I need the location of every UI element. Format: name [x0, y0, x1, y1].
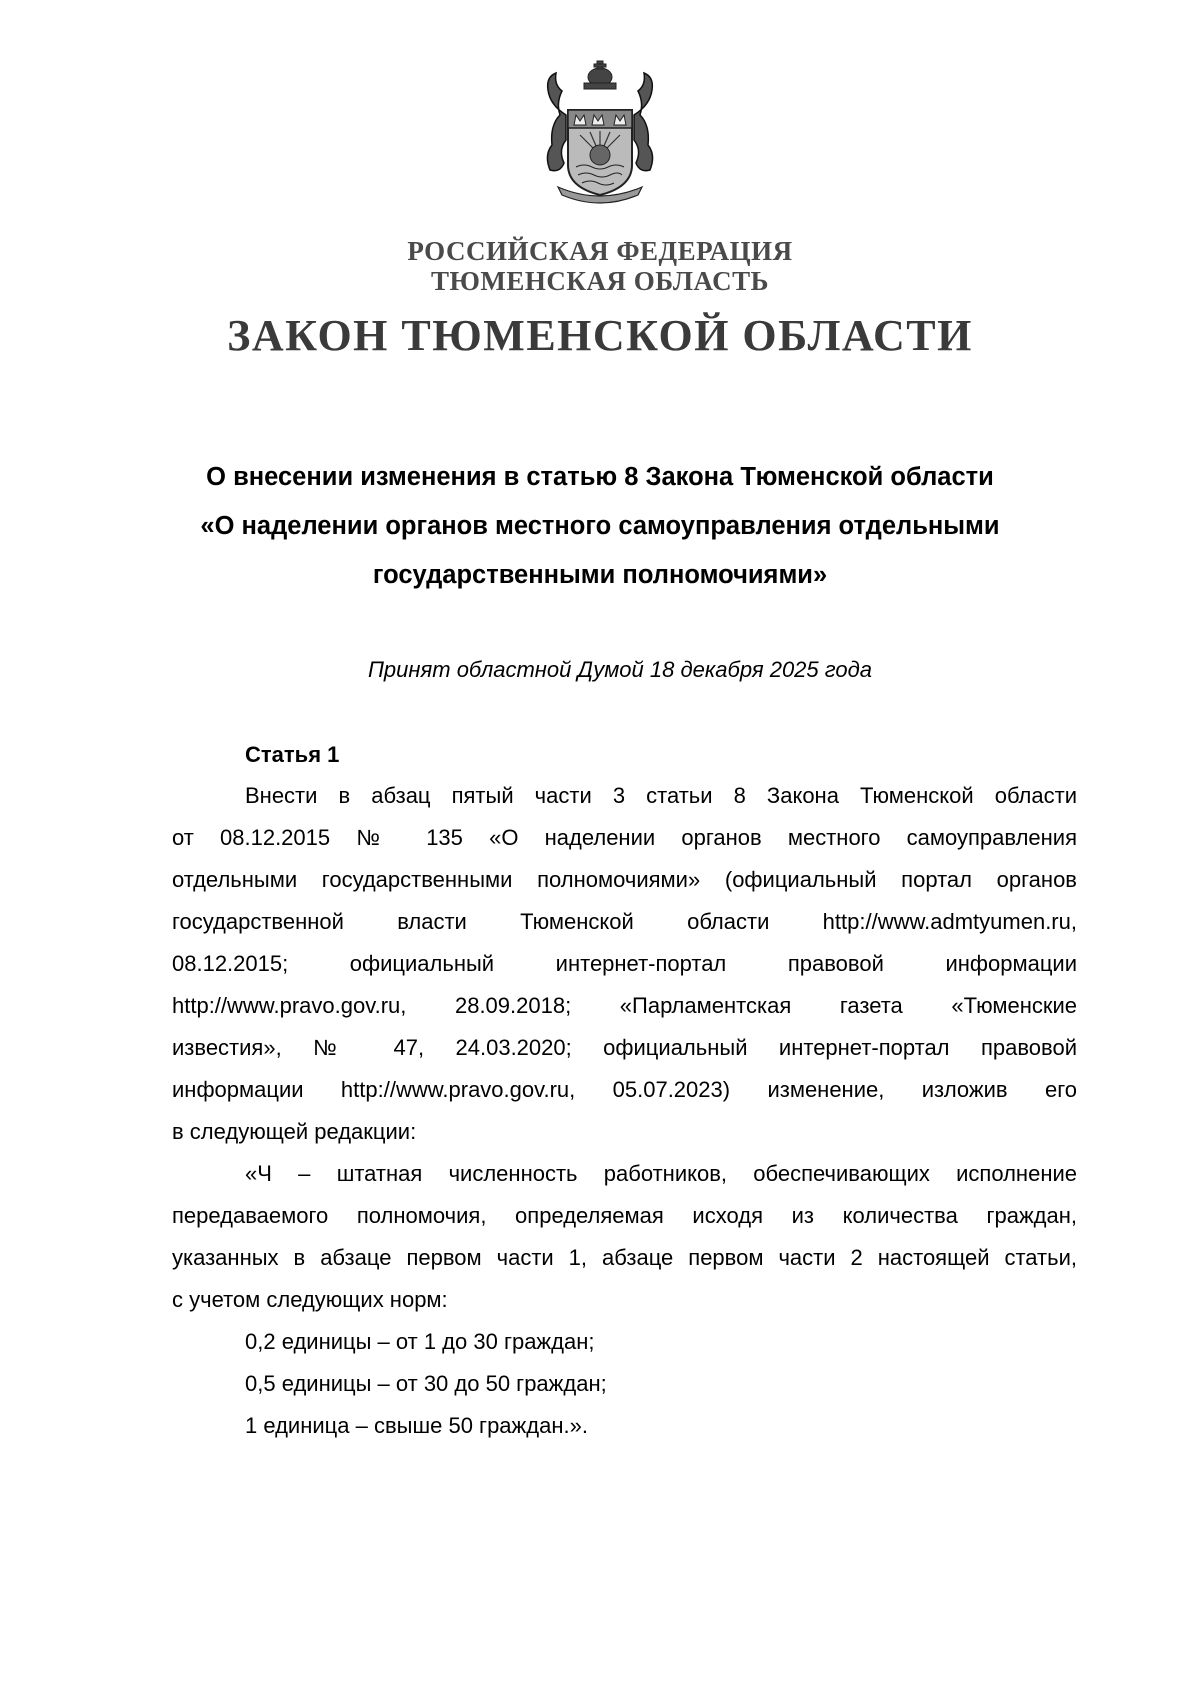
coat-of-arms-icon — [520, 55, 680, 205]
norm-item: 0,5 единицы – от 30 до 50 граждан; — [245, 1371, 607, 1396]
article-text-line: с учетом следующих норм: — [172, 1287, 448, 1312]
article-text-line: 08.12.2015; официальный интернет-портал правовой информации — [172, 951, 1077, 976]
article-text-line: от 08.12.2015 № 135 «О наделении органов местного самоуправления — [172, 825, 1077, 850]
norm-item: 1 единица – свыше 50 граждан.». — [245, 1413, 588, 1438]
header-country: РОССИЙСКАЯ ФЕДЕРАЦИЯ — [407, 236, 793, 266]
law-title-line-3: государственными полномочиями» — [372, 561, 828, 589]
article-text-line: в следующей редакции: — [172, 1119, 417, 1144]
header-law-type: ЗАКОН ТЮМЕНСКОЙ ОБЛАСТИ — [227, 311, 973, 360]
article-text-line: «Ч – штатная численность работников, обеспечивающих исполнение — [245, 1161, 1077, 1186]
header-region: ТЮМЕНСКАЯ ОБЛАСТЬ — [430, 266, 770, 296]
norm-item: 0,2 единицы – от 1 до 30 граждан; — [245, 1329, 595, 1354]
law-title-line-1: О внесении изменения в статью 8 Закона Тюменской области — [206, 463, 994, 491]
law-title-line-2: «О наделении органов местного самоуправления отдельными — [200, 512, 1000, 540]
article-text-line: указанных в абзаце первом части 1, абзаце первом части 2 настоящей статьи, — [172, 1245, 1077, 1270]
article-text-line: отдельными государственными полномочиями» (официальный портал органов — [172, 867, 1077, 892]
article-text-line: информации http://www.pravo.gov.ru, 05.07.2023) изменение, изложив его — [172, 1077, 1077, 1102]
article-text-line: передаваемого полномочия, определяемая исходя из количества граждан, — [172, 1203, 1077, 1228]
article-text-line: Внести в абзац пятый части 3 статьи 8 Закона Тюменской области — [245, 783, 1077, 808]
article-heading: Статья 1 — [245, 742, 340, 767]
article-text-line: государственной власти Тюменской области http://www.admtyumen.ru, — [172, 909, 1077, 934]
article-text-line: известия», № 47, 24.03.2020; официальный интернет-портал правовой — [172, 1035, 1077, 1060]
article-text-line: http://www.pravo.gov.ru, 28.09.2018; «Парламентская газета «Тюменские — [172, 993, 1077, 1018]
adoption-note: Принят областной Думой 18 декабря 2025 года — [367, 657, 872, 682]
